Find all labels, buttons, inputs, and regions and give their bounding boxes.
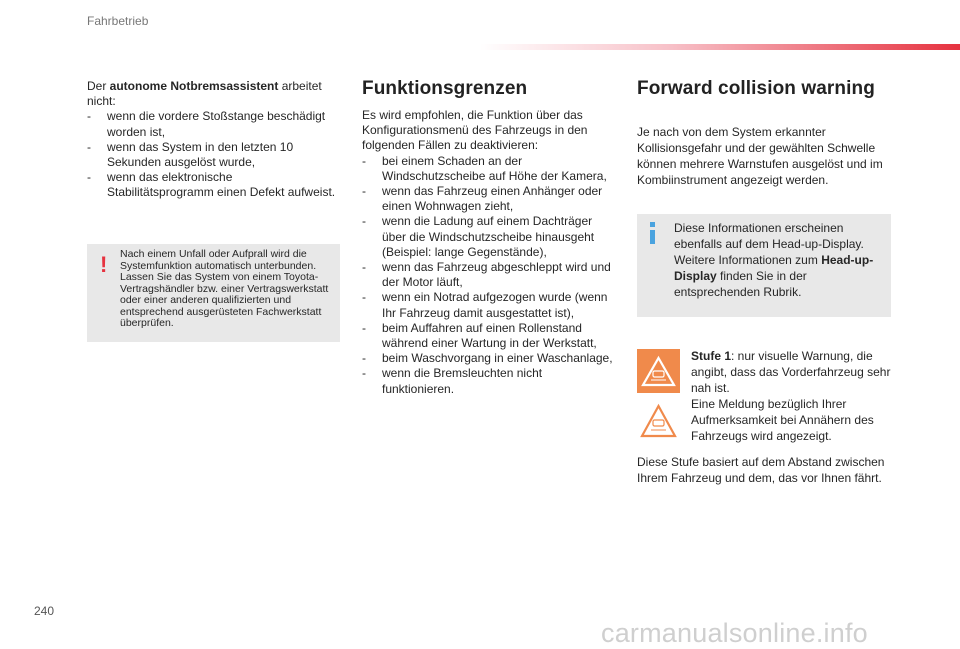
exclamation-icon: ! [100, 252, 108, 277]
info-box [637, 214, 891, 317]
page-number: 240 [34, 604, 55, 618]
col1-list [87, 109, 342, 200]
col2-text [362, 108, 617, 397]
list-item: - beim Auffahren auf einen Rollenstand während einer Wartung in der Werkstatt, [362, 320, 597, 351]
stage-text [691, 348, 896, 444]
list-item: - wenn das elektronische Stabilitätsprogramm einen Defekt aufweist. [87, 170, 336, 200]
stage-label: Stufe 1: nur visuelle Warnung, die angibt, dass das Vorderfahrzeug sehr nah ist. [691, 349, 891, 395]
list-item: - wenn ein Notrad aufgezogen wurde (wenn Ihr Fahrzeug damit ausgestattet ist), [362, 290, 608, 320]
col2-intro: Es wird empfohlen, die Funktion über das Konfigurationsmenü des Fahrzeugs in den folgenden Fällen zu deaktivieren: [362, 108, 588, 153]
col1-text [87, 79, 342, 201]
fcw-intro: Je nach von dem System erkannter Kollisionsgefahr und der gewählten Schwelle können mehrere Warnstufen ausgelöst und im Kombiinstrument angezeigt werden. [637, 125, 883, 187]
list-item: - wenn das Fahrzeug abgeschleppt wird und der Motor läuft, [362, 260, 611, 290]
warning-triangle-outline-icon [637, 400, 680, 442]
header-divider [480, 44, 960, 50]
funktionsgrenzen-title: Funktionsgrenzen [362, 78, 528, 99]
warning-box [87, 244, 340, 342]
info-icon [650, 222, 655, 244]
list-item: - wenn die Ladung auf einem Dachträger über die Windschutzscheibe hinausgeht (Beispiel: lange Gegenstände), [362, 214, 595, 259]
list-item: - wenn das Fahrzeug einen Anhänger oder einen Wohnwagen zieht, [362, 184, 603, 214]
list-item: - wenn die vordere Stoßstange beschädigt worden ist, [87, 109, 326, 139]
col1-intro-bold: autonome Notbremsassistent [109, 79, 279, 93]
fcw-closing: Diese Stufe basiert auf dem Abstand zwischen Ihrem Fahrzeug und dem, das vor Ihnen fährt. [637, 455, 885, 485]
list-item: - beim Waschvorgang in einer Waschanlage, [362, 351, 613, 366]
warning-triangle-filled-icon [637, 349, 680, 393]
list-item: - wenn das System in den letzten 10 Sekunden ausgelöst wurde, [87, 139, 294, 170]
col1-intro-plain: Der [87, 79, 110, 93]
list-item: - wenn die Bremsleuchten nicht funktionieren. [362, 366, 543, 396]
info-text: Diese Informationen erscheinen ebenfalls auf dem Head-up-Display. Weitere Informationen zum Head-up-Display finden Sie in der entsprechenden Rubrik. [674, 221, 874, 299]
col1-intro [87, 79, 342, 109]
watermark: carmanualsonline.info [601, 618, 868, 648]
list-item: - bei einem Schaden an der Windschutzscheibe auf Höhe der Kamera, [362, 153, 607, 183]
fcw-title: Forward collision warning [637, 78, 875, 99]
col1-intro-rest: arbeitet nicht: [87, 79, 322, 109]
stage-message: Eine Meldung bezüglich Ihrer Aufmerksamkeit bei Annähern des Fahrzeugs wird angezeigt. [691, 397, 874, 443]
warning-text: Nach einem Unfall oder Aufprall wird die Systemfunktion automatisch unterbunden. Lassen Sie das System von einem Toyota-Vertragshändler bzw. einer Vertragswerkstatt oder einer anderen qualifizierten und entsprechend ausgerüsteten Fachwerkstatt überprüfen. [120, 248, 329, 329]
col2-list [362, 154, 617, 397]
section-title: Fahrbetrieb [87, 14, 149, 28]
